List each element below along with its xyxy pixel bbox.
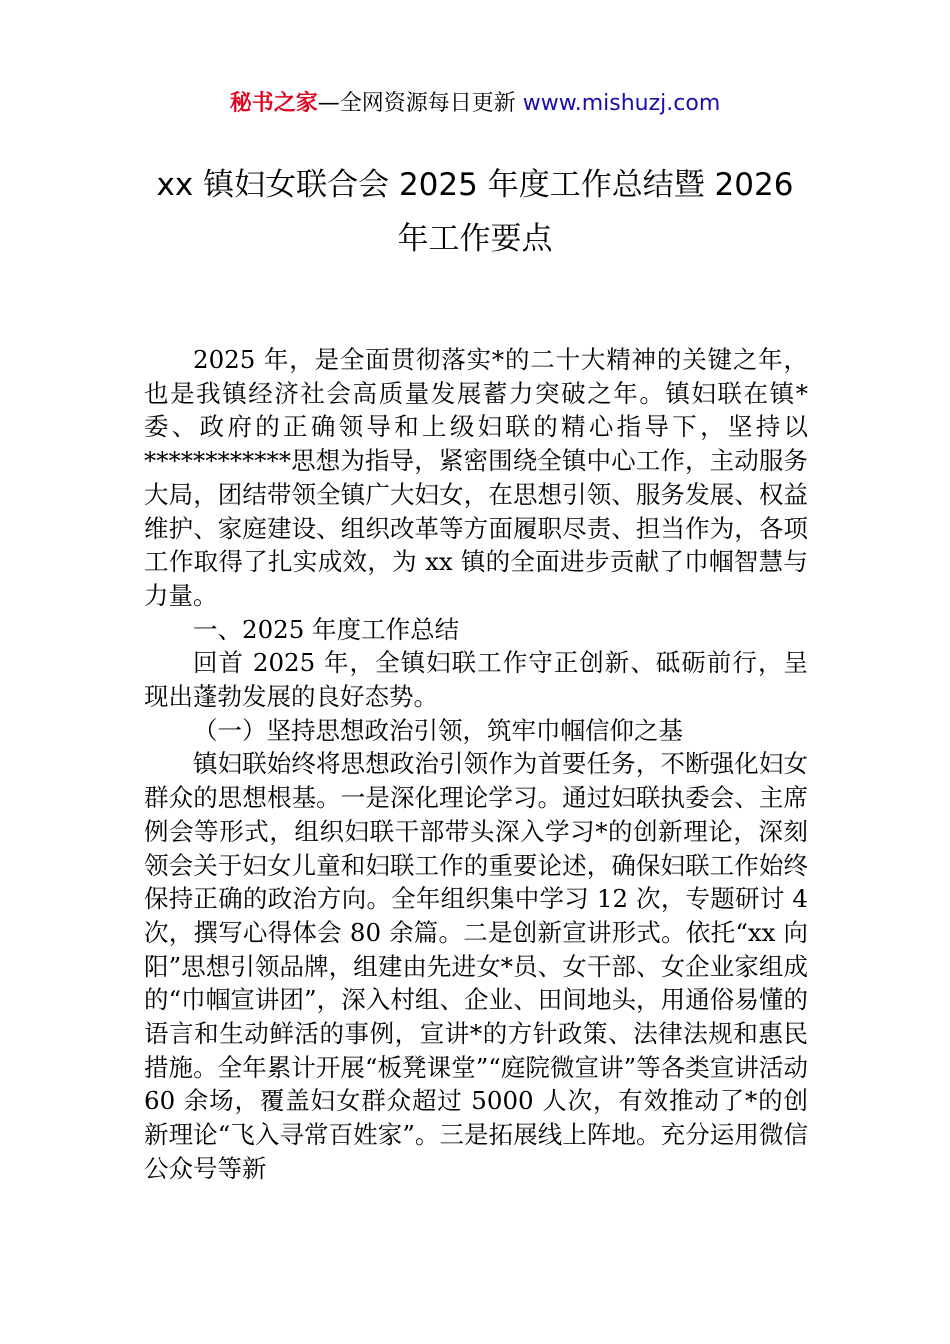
site-url-link[interactable]: www.mishuzj.com bbox=[522, 91, 721, 116]
intro-paragraph: 2025 年，是全面贯彻落实*的二十大精神的关键之年，也是我镇经济社会高质量发展蓄力突破之年。镇妇联在镇*委、政府的正确领导和上级妇联的精心指导下，坚持以************思想为指导，紧密围绕全镇中心工作，主动服务大局，团结带领全镇广大妇女，在思想引领、服务发展、权益维护、家庭建设、组织改革等方面履职尽责、担当作为，各项工作取得了扎实成效，为 xx 镇的全面进步贡献了巾帼智慧与力量。 bbox=[144, 345, 808, 610]
subsection-heading-1: （一）坚持思想政治引领，筑牢巾帼信仰之基 bbox=[193, 715, 683, 745]
section-intro-paragraph: 回首 2025 年，全镇妇联工作守正创新、砥砺前行，呈现出蓬勃发展的良好态势。 bbox=[144, 648, 808, 712]
site-tagline: —全网资源每日更新 bbox=[317, 91, 523, 116]
site-header bbox=[0, 88, 950, 120]
site-brand: 秘书之家 bbox=[229, 91, 318, 116]
section-heading-1: 一、2025 年度工作总结 bbox=[193, 614, 460, 644]
document-title-line-1: xx 镇妇女联合会 2025 年度工作总结暨 2026 bbox=[156, 167, 794, 203]
document-title bbox=[95, 158, 855, 266]
subsection-paragraph-1: 镇妇联始终将思想政治引领作为首要任务，不断强化妇女群众的思想根基。一是深化理论学习。通过妇联执委会、主席例会等形式，组织妇联干部带头深入学习*的创新理论，深刻领会关于妇女儿童和妇联工作的重要论述，确保妇联工作始终保持正确的政治方向。全年组织集中学习 12 次，专题研讨 4 次，撰写心得体会 80 余篇。二是创新宣讲形式。依托“xx 向阳”思想引领品牌，组建由先进女*员、女干部、女企业家组成的“巾帼宣讲团”，深入村组、企业、田间地头，用通俗易懂的语言和生动鲜活的事例，宣讲*的方针政策、法律法规和惠民措施。全年累计开展“板凳课堂”“庭院微宣讲”等各类宣讲活动 60 余场，覆盖妇女群众超过 5000 人次，有效推动了*的创新理论“飞入寻常百姓家”。三是拓展线上阵地。充分运用微信公众号等新 bbox=[144, 749, 808, 1183]
document-body bbox=[144, 343, 808, 1186]
document-title-line-2: 年工作要点 bbox=[397, 221, 553, 257]
